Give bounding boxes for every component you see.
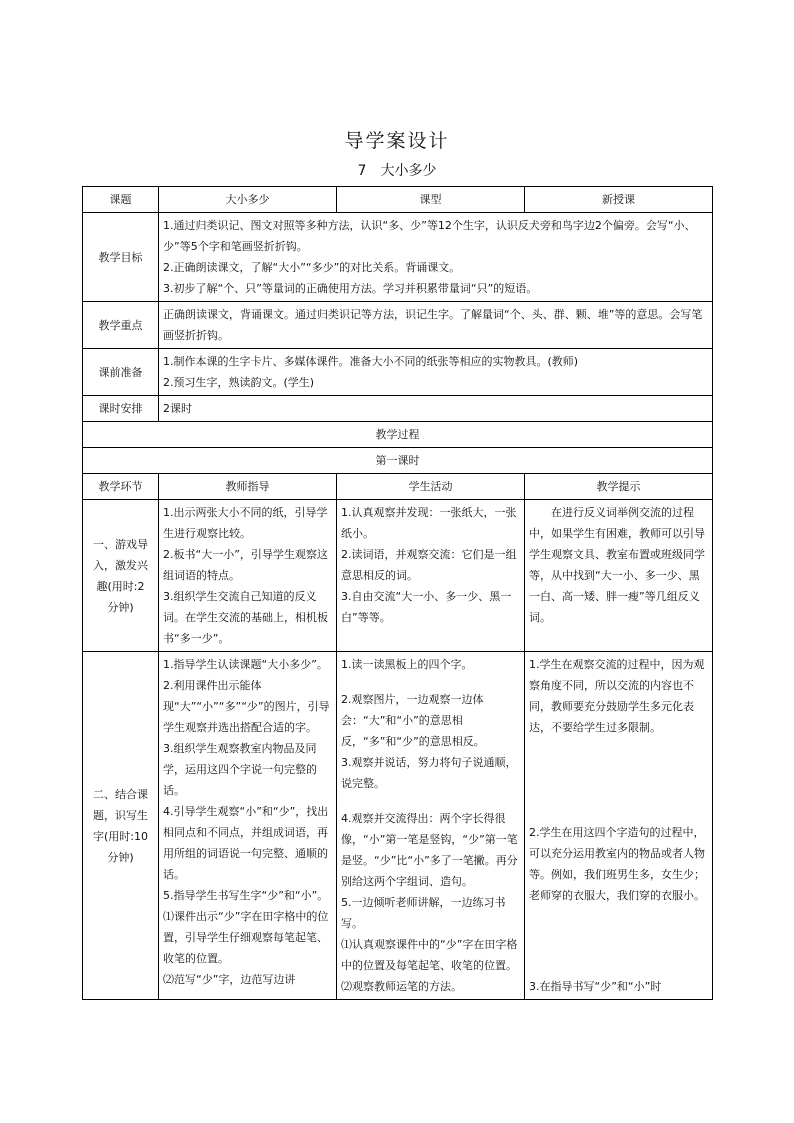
stage-line: 题，识写生 — [93, 808, 148, 822]
header-student: 学生活动 — [337, 474, 525, 500]
time-label: 课时安排 — [83, 396, 159, 422]
tip-item: 2.学生在用这四个字造句的过程中，可以充分运用教室内的物品或者人物等。例如，我们班男生多，女生少；老师穿的衣服大，我们穿的衣服小。 — [529, 826, 705, 902]
focus-text: 正确朗读课文，背诵课文。通过归类识记等方法，识记生字。了解量词“个、头、群、颗、堆”等的意思。会写笔画竖折折钩。 — [159, 302, 713, 349]
teacher-step: 2.板书“大一小”，引导学生观察这组词语的特点。 — [163, 548, 328, 582]
student-step: 2.读词语，并观察交流：它们是一组意思相反的词。 — [341, 548, 517, 582]
student-cell — [337, 500, 525, 652]
goals-cell — [159, 213, 713, 302]
teacher-step: ⑵范写“少”字，边范写边讲 — [163, 973, 296, 986]
teacher-cell — [159, 500, 337, 652]
stage-cell — [83, 652, 159, 1000]
header-stage: 教学环节 — [83, 474, 159, 500]
student-step: 1.读一读黑板上的四个字。 — [341, 658, 473, 671]
tip-cell: 在进行反义词举例交流的过程中，如果学生有困难，教师可以引导学生观察文具、教室布置或班级同学等，从中找到“大一小、多一少、黑一白、高一矮、胖一瘦”等几组反义词。 — [525, 500, 713, 652]
lesson-plan-table — [82, 186, 713, 1000]
stage-line: 趣(用时:2 — [96, 579, 145, 593]
lesson-title: 7 大小多少 — [357, 163, 437, 179]
stage-line: 分钟) — [107, 850, 134, 864]
tip-item: 3.在指导书写“少”和“小”时 — [529, 980, 662, 993]
stage-line: 入，激发兴 — [93, 558, 148, 572]
teacher-step: 4.引导学生观察“小”和“少”，找出相同点和不同点，并组成词语，再用所组的词语说一句完整、通顺的话。 — [163, 805, 329, 881]
time-value: 2课时 — [159, 396, 713, 422]
teacher-step: 5.指导学生书写生字“少”和“小”。 — [163, 889, 329, 902]
topic-label: 课题 — [83, 187, 159, 213]
student-step: 5.一边倾听老师讲解，一边练习书写。 — [341, 896, 506, 930]
prep-cell — [159, 349, 713, 396]
student-step: 3.自由交流“大一小、多一少、黑一白”等等。 — [341, 590, 512, 624]
header-teacher: 教师指导 — [159, 474, 337, 500]
prep-item: 1.制作本课的生字卡片、多媒体课件。准备大小不同的纸张等相应的实物教具。(教师) — [163, 355, 579, 368]
stage-line: 一、游戏导 — [93, 537, 148, 551]
prep-label: 课前准备 — [83, 349, 159, 396]
stage-line: 二、结合课 — [93, 787, 148, 801]
student-step: ⑴认真观察课件中的“少”字在田字格中的位置及每笔起笔、收笔的位置。 — [341, 938, 518, 972]
teacher-step: 1.指导学生认读课题“大小多少”。 — [163, 658, 328, 671]
process-title: 教学过程 — [83, 422, 713, 448]
stage-cell — [83, 500, 159, 652]
type-value: 新授课 — [525, 187, 713, 213]
student-step: ⑵观察教师运笔的方法。 — [341, 980, 462, 993]
stage-line: 字(用时:10 — [93, 829, 148, 843]
teacher-step: ⑴课件出示“少”字在田字格中的位置，引导学生仔细观察每笔起笔、收笔的位置。 — [163, 910, 329, 965]
teacher-step: 3.组织学生观察教室内物品及同学，运用这四个字说一句完整的话。 — [163, 742, 317, 797]
goal-item: 3.初步了解“个、只”等量词的正确使用方法。学习并积累带量词“只”的短语。 — [163, 282, 538, 295]
goal-item: 1.通过归类识记、图文对照等多种方法，认识“多、少”等12个生字，认识反犬旁和鸟字边2个偏旁。会写“小、少”等5个字和笔画竖折折钩。 — [163, 219, 696, 253]
tip-cell — [525, 652, 713, 1000]
prep-item: 2.预习生字，熟读韵文。(学生) — [163, 376, 315, 389]
focus-label: 教学重点 — [83, 302, 159, 349]
teacher-step: 3.组织学生交流自己知道的反义词。在学生交流的基础上，相机板书“多一少”。 — [163, 590, 328, 645]
period-title: 第一课时 — [83, 448, 713, 474]
student-cell — [337, 652, 525, 1000]
tip-item: 1.学生在观察交流的过程中，因为观察角度不同，所以交流的内容也不同，教师要充分鼓励学生多元化表达，不要给学生过多限制。 — [529, 658, 705, 734]
type-label: 课型 — [337, 187, 525, 213]
goal-item: 2.正确朗读课文，了解“大小”“多少”的对比关系。背诵课文。 — [163, 261, 461, 274]
goals-label: 教学目标 — [83, 213, 159, 302]
student-step: 3.观察并说话，努力将句子说通顺，说完整。 — [341, 756, 517, 790]
student-step: 2.观察图片，一边观察一边体会：“大”和“小”的意思相反，“多”和“少”的意思相反。 — [341, 693, 485, 748]
teacher-step: 1.出示两张大小不同的纸，引导学生进行观察比较。 — [163, 506, 328, 540]
student-step: 1.认真观察并发现：一张纸大，一张纸小。 — [341, 506, 517, 540]
teacher-step: 2.利用课件出示能体现“大”“小”“多”“少”的图片，引导学生观察并选出搭配合适的字。 — [163, 679, 330, 734]
topic-value: 大小多少 — [159, 187, 337, 213]
student-step: 4.观察并交流得出：两个字长得很像，“小”第一笔是竖钩，“少”第一笔是竖。“少”比“小”多了一笔撇。再分别给这两个字组词、造句。 — [341, 812, 518, 888]
header-tip: 教学提示 — [525, 474, 713, 500]
teacher-cell — [159, 652, 337, 1000]
stage-line: 分钟) — [107, 600, 134, 614]
page-title: 导学案设计 — [344, 130, 450, 152]
